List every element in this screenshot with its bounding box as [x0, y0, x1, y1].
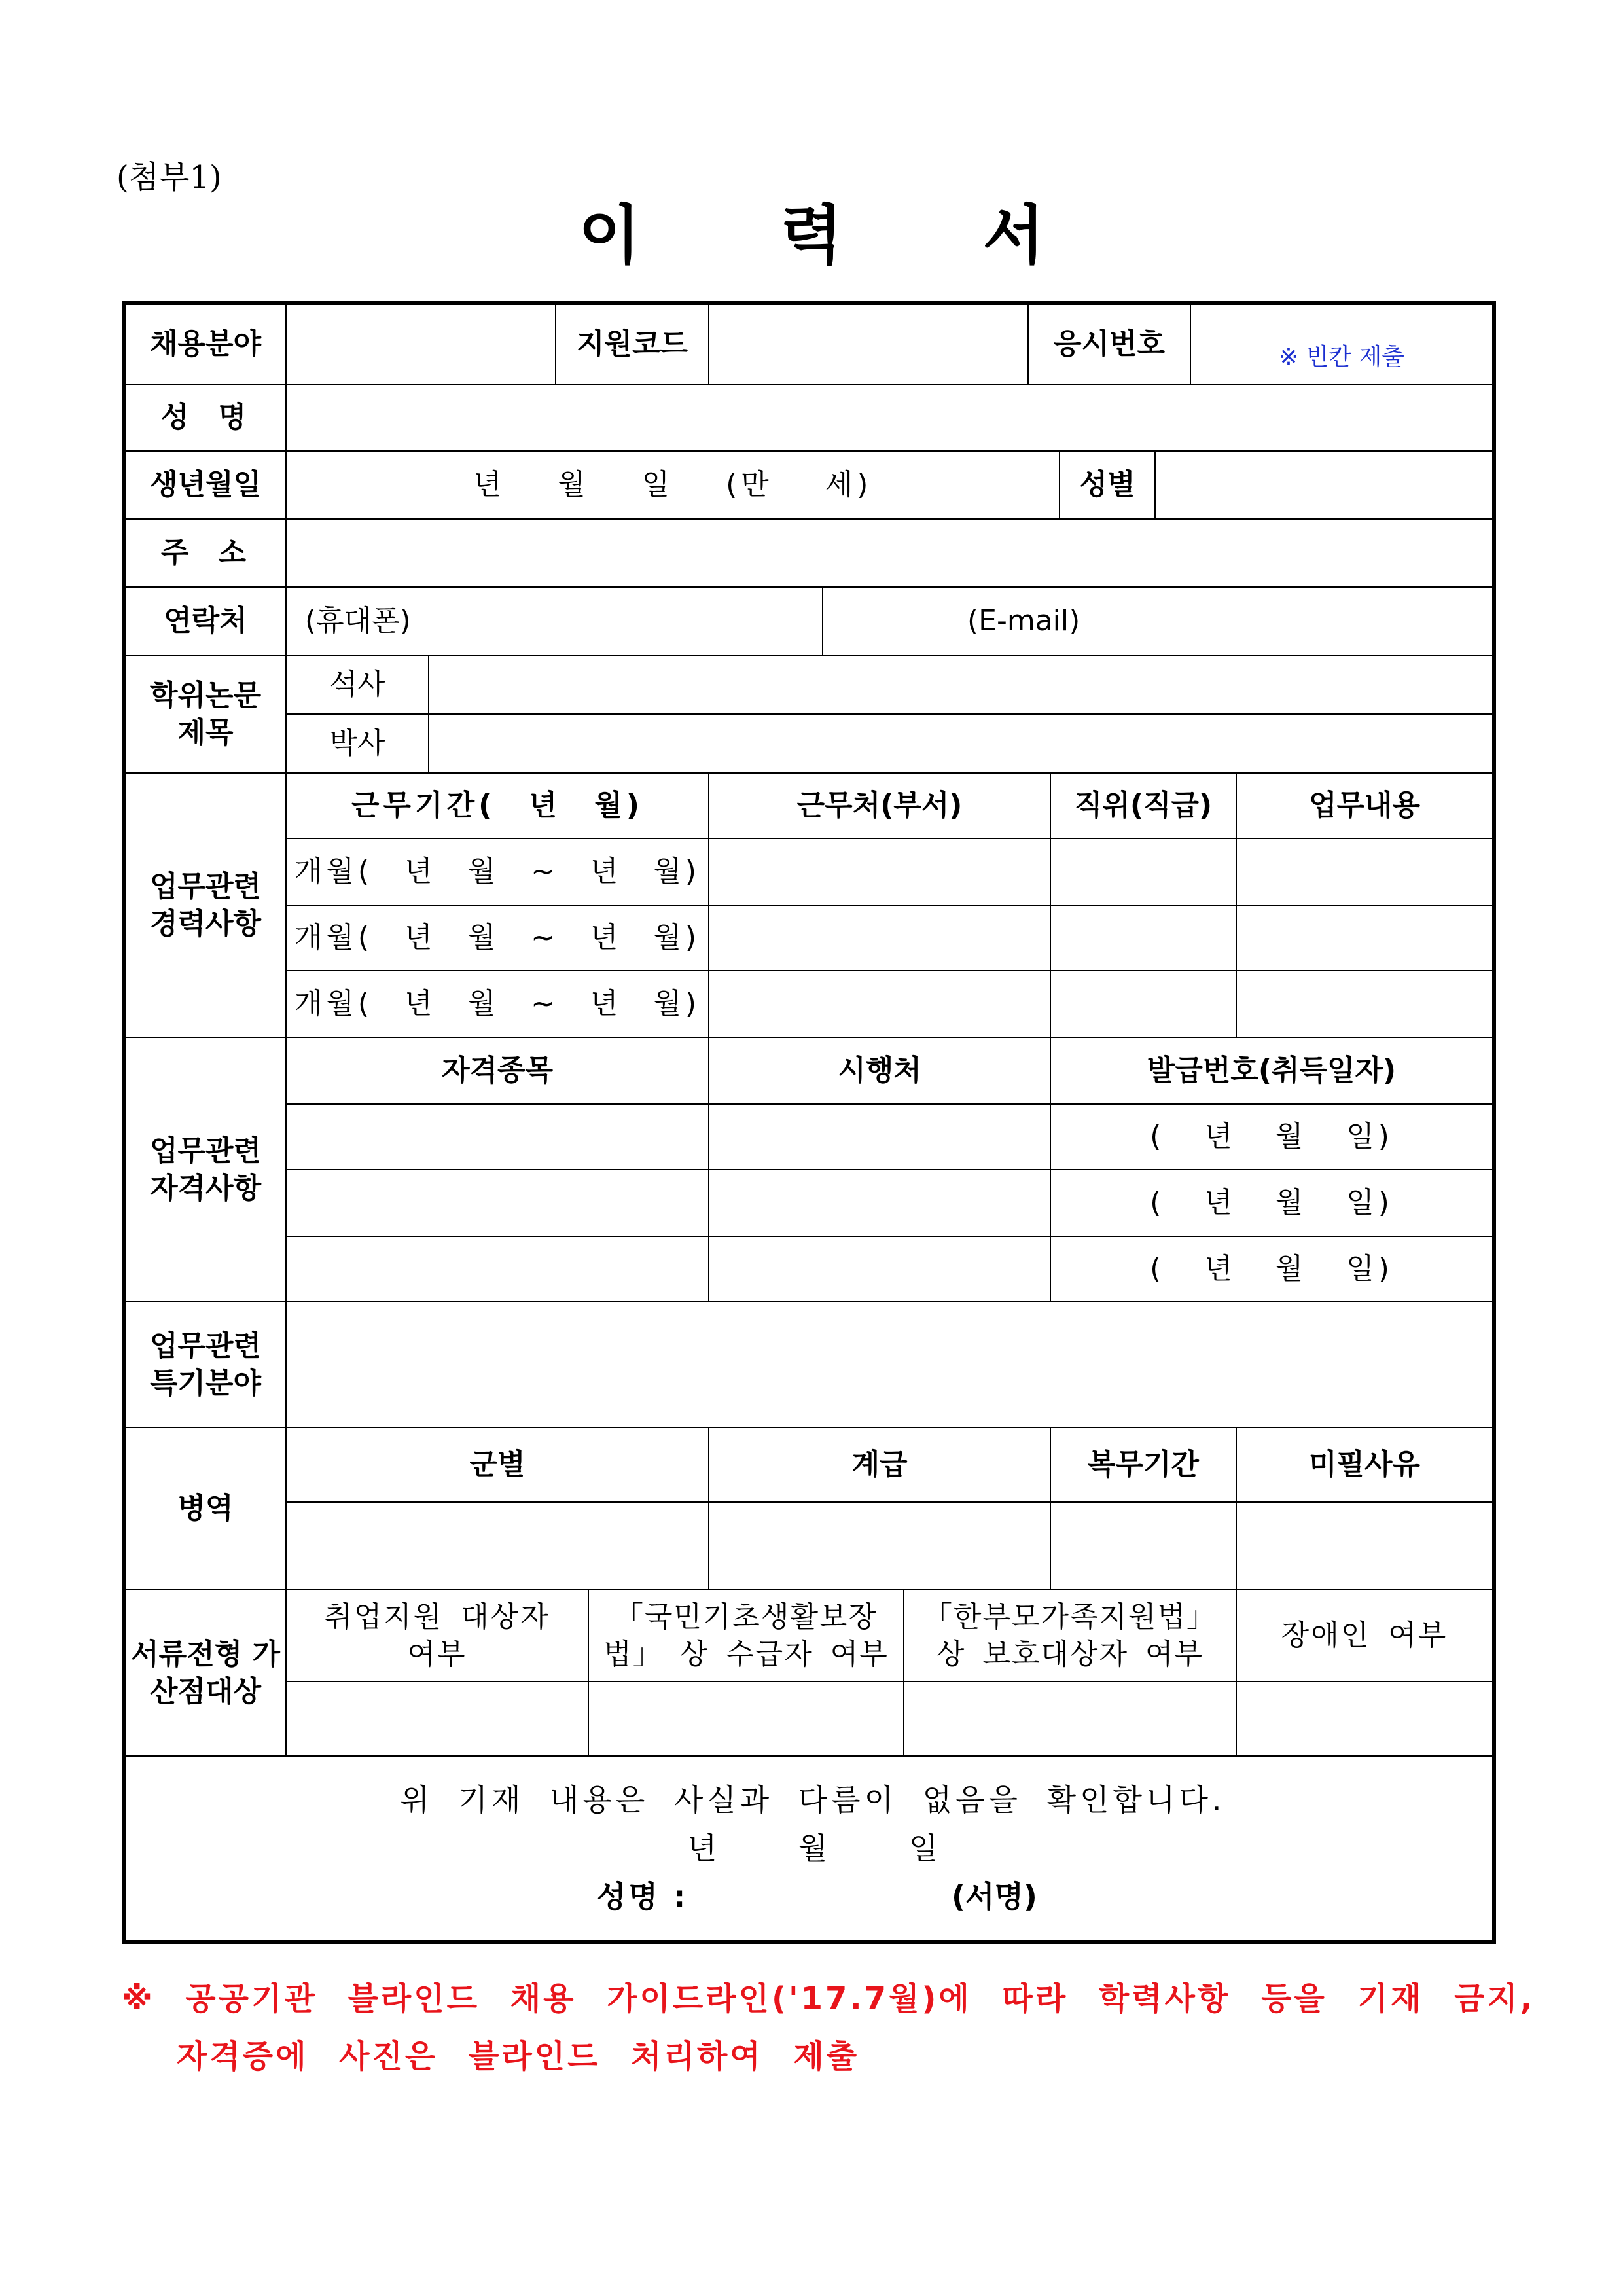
- career-position-1[interactable]: [1051, 839, 1237, 906]
- title-char-2: 력: [780, 198, 843, 273]
- gender-input[interactable]: [1156, 452, 1492, 520]
- license-date-2[interactable]: ( 년 월 일): [1051, 1170, 1492, 1237]
- code-input[interactable]: [709, 305, 1029, 385]
- field-input[interactable]: [287, 305, 556, 385]
- page-title: [0, 196, 1623, 275]
- military-label: 병역: [126, 1428, 287, 1590]
- bonus-basic-livelihood-input[interactable]: [589, 1682, 904, 1757]
- title-char-3: 서: [982, 198, 1045, 273]
- license-issuer-1[interactable]: [709, 1105, 1051, 1170]
- military-rank-input[interactable]: [709, 1503, 1051, 1590]
- gender-label: 성별: [1060, 452, 1156, 520]
- name-label: 성 명: [126, 385, 287, 452]
- license-header-item: 자격종목: [287, 1038, 709, 1105]
- bonus-header-single-parent: 「한부모가족지원법」상 보호대상자 여부: [904, 1590, 1237, 1682]
- field-label: 채용분야: [126, 305, 287, 385]
- name-input[interactable]: [287, 385, 1492, 452]
- career-header-workplace: 근무처(부서): [709, 774, 1051, 839]
- doctor-label: 박사: [287, 715, 429, 774]
- career-label: 업무관련 경력사항: [126, 774, 287, 1038]
- license-item-2[interactable]: [287, 1170, 709, 1237]
- signature-mark[interactable]: (서명): [952, 1879, 1037, 1914]
- address-input[interactable]: [287, 520, 1492, 588]
- military-branch-input[interactable]: [287, 1503, 709, 1590]
- career-header-position: 직위(직급): [1051, 774, 1237, 839]
- license-header-number: 발급번호(취득일자): [1051, 1038, 1492, 1105]
- military-period-input[interactable]: [1051, 1503, 1237, 1590]
- title-char-1: 이: [578, 198, 641, 273]
- contact-label: 연락처: [126, 588, 287, 656]
- blind-recruitment-notice: [122, 1970, 1535, 2085]
- exam-no-label: 응시번호: [1029, 305, 1191, 385]
- bonus-header-employment-support: 취업지원 대상자 여부: [287, 1590, 589, 1682]
- birth-label: 생년월일: [126, 452, 287, 520]
- license-date-3[interactable]: ( 년 월 일): [1051, 1237, 1492, 1302]
- career-period-3[interactable]: 개월( 년 월 ~ 년 월): [287, 971, 709, 1038]
- master-thesis-input[interactable]: [429, 656, 1492, 715]
- license-issuer-2[interactable]: [709, 1170, 1051, 1237]
- signature-label: 성명 :: [597, 1879, 688, 1914]
- doctor-thesis-input[interactable]: [429, 715, 1492, 774]
- special-label: 업무관련 특기분야: [126, 1302, 287, 1428]
- phone-field[interactable]: (휴대폰): [287, 588, 823, 656]
- notice-line-1: ※ 공공기관 블라인드 채용 가이드라인('17.7월)에 따라 학력사항 등을 기재 금지,: [122, 1981, 1535, 2017]
- bonus-employment-support-input[interactable]: [287, 1682, 589, 1757]
- email-field[interactable]: (E-mail): [823, 588, 1492, 656]
- career-period-1[interactable]: 개월( 년 월 ~ 년 월): [287, 839, 709, 906]
- bonus-header-basic-livelihood: 「국민기초생활보장법」 상 수급자 여부: [589, 1590, 904, 1682]
- career-duties-2[interactable]: [1237, 906, 1492, 971]
- license-issuer-3[interactable]: [709, 1237, 1051, 1302]
- career-workplace-2[interactable]: [709, 906, 1051, 971]
- code-label: 지원코드: [556, 305, 709, 385]
- confirm-date[interactable]: 년 월 일: [687, 1831, 938, 1866]
- bonus-header-disability: 장애인 여부: [1237, 1590, 1492, 1682]
- career-position-2[interactable]: [1051, 906, 1237, 971]
- thesis-label: 학위논문 제목: [126, 656, 287, 774]
- attachment-label: (첨부1): [116, 159, 222, 196]
- military-reason-input[interactable]: [1237, 1503, 1492, 1590]
- confirm-statement: 위 기재 내용은 사실과 다름이 없음을 확인합니다.: [400, 1782, 1226, 1818]
- resume-form: [122, 301, 1496, 1944]
- birth-input[interactable]: 년 월 일 (만 세): [287, 452, 1060, 520]
- exam-no-blank-note: ※ 빈칸 제출: [1191, 305, 1492, 385]
- address-label: 주 소: [126, 520, 287, 588]
- military-header-exempt-reason: 미필사유: [1237, 1428, 1492, 1503]
- military-header-period: 복무기간: [1051, 1428, 1237, 1503]
- bonus-disability-input[interactable]: [1237, 1682, 1492, 1757]
- master-label: 석사: [287, 656, 429, 715]
- career-position-3[interactable]: [1051, 971, 1237, 1038]
- license-header-issuer: 시행처: [709, 1038, 1051, 1105]
- military-header-rank: 계급: [709, 1428, 1051, 1503]
- bonus-label: 서류전형 가산점대상: [126, 1590, 287, 1757]
- bonus-single-parent-input[interactable]: [904, 1682, 1237, 1757]
- license-date-1[interactable]: ( 년 월 일): [1051, 1105, 1492, 1170]
- special-input[interactable]: [287, 1302, 1492, 1428]
- license-label: 업무관련 자격사항: [126, 1038, 287, 1302]
- career-workplace-1[interactable]: [709, 839, 1051, 906]
- career-header-duties: 업무내용: [1237, 774, 1492, 839]
- career-workplace-3[interactable]: [709, 971, 1051, 1038]
- notice-line-2: 자격증에 사진은 블라인드 처리하여 제출: [177, 2038, 860, 2075]
- military-header-branch: 군별: [287, 1428, 709, 1503]
- license-item-1[interactable]: [287, 1105, 709, 1170]
- career-duties-3[interactable]: [1237, 971, 1492, 1038]
- career-period-2[interactable]: 개월( 년 월 ~ 년 월): [287, 906, 709, 971]
- license-item-3[interactable]: [287, 1237, 709, 1302]
- career-duties-1[interactable]: [1237, 839, 1492, 906]
- career-header-period: 근무기간( 년 월): [287, 774, 709, 839]
